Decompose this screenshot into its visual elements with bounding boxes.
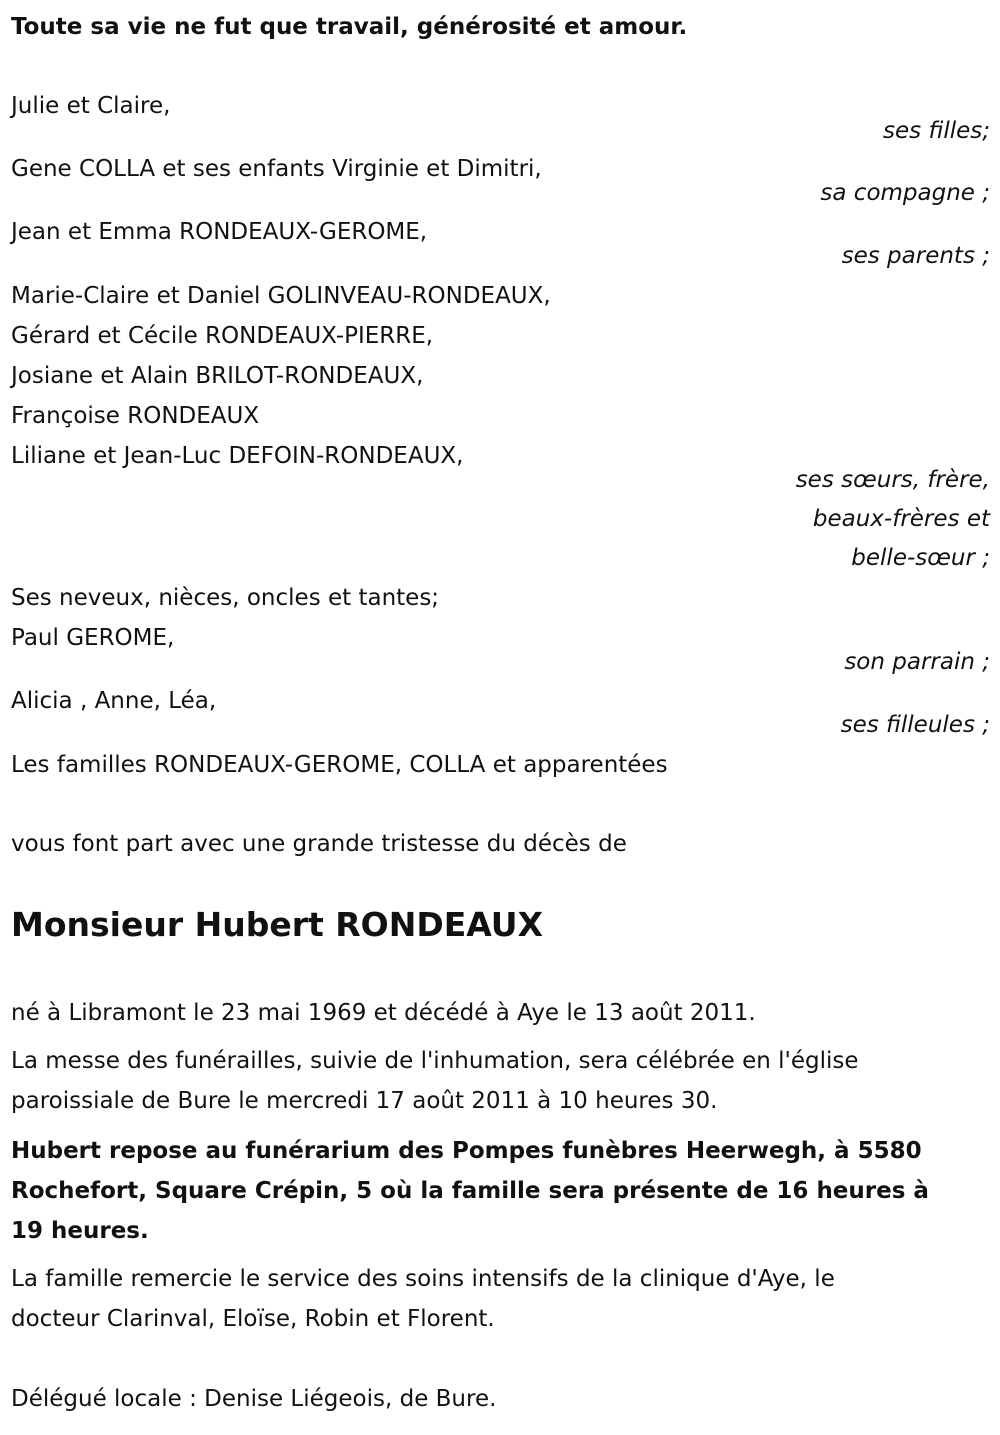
funeral-text: La messe des funérailles, suivie de l'inhumation, sera célébrée en l'église bbox=[11, 1048, 859, 1074]
announcement: vous font part avec une grande tristesse du décès de bbox=[11, 831, 627, 857]
family-names: Marie-Claire et Daniel GOLINVEAU-RONDEAUX, bbox=[11, 283, 551, 309]
motto: Toute sa vie ne fut que travail, générosité et amour. bbox=[11, 14, 688, 40]
family-names: Josiane et Alain BRILOT-RONDEAUX, bbox=[11, 363, 424, 389]
funerarium-text: Hubert repose au funérarium des Pompes funèbres Heerwegh, à 5580 bbox=[11, 1138, 922, 1164]
delegate: Délégué locale : Denise Liégeois, de Bure. bbox=[11, 1386, 497, 1412]
thanks-text: La famille remercie le service des soins intensifs de la clinique d'Aye, le bbox=[11, 1266, 835, 1292]
family-names: Julie et Claire, bbox=[11, 93, 171, 119]
family-names: Gérard et Cécile RONDEAUX-PIERRE, bbox=[11, 323, 434, 349]
family-names: Gene COLLA et ses enfants Virginie et Dimitri, bbox=[11, 156, 542, 182]
family-names: Liliane et Jean-Luc DEFOIN-RONDEAUX, bbox=[11, 443, 464, 469]
family-relation: ses filleules ; bbox=[840, 712, 990, 738]
family-relation: beaux-frères et bbox=[812, 506, 990, 532]
funerarium-text: 19 heures. bbox=[11, 1218, 149, 1244]
family-names: Jean et Emma RONDEAUX-GEROME, bbox=[11, 219, 428, 245]
family-names: Françoise RONDEAUX bbox=[11, 403, 260, 429]
funerarium-text: Rochefort, Square Crépin, 5 où la famille sera présente de 16 heures à bbox=[11, 1178, 929, 1204]
family-relation: ses sœurs, frère, bbox=[795, 467, 990, 493]
family-relation: belle-sœur ; bbox=[851, 545, 990, 571]
family-relation: sa compagne ; bbox=[820, 180, 990, 206]
family-names: Ses neveux, nièces, oncles et tantes; bbox=[11, 585, 440, 611]
deceased-name: Monsieur Hubert RONDEAUX bbox=[11, 905, 544, 944]
funeral-text: paroissiale de Bure le mercredi 17 août 2011 à 10 heures 30. bbox=[11, 1088, 718, 1114]
family-relation: ses parents ; bbox=[841, 243, 990, 269]
family-names: Alicia , Anne, Léa, bbox=[11, 688, 217, 714]
thanks-text: docteur Clarinval, Eloïse, Robin et Florent. bbox=[11, 1306, 495, 1332]
family-names: Paul GEROME, bbox=[11, 625, 175, 651]
birth-death: né à Libramont le 23 mai 1969 et décédé à Aye le 13 août 2011. bbox=[11, 1000, 756, 1026]
family-names: Les familles RONDEAUX-GEROME, COLLA et apparentées bbox=[11, 752, 668, 778]
family-relation: son parrain ; bbox=[844, 649, 990, 675]
family-relation: ses filles; bbox=[883, 118, 990, 144]
